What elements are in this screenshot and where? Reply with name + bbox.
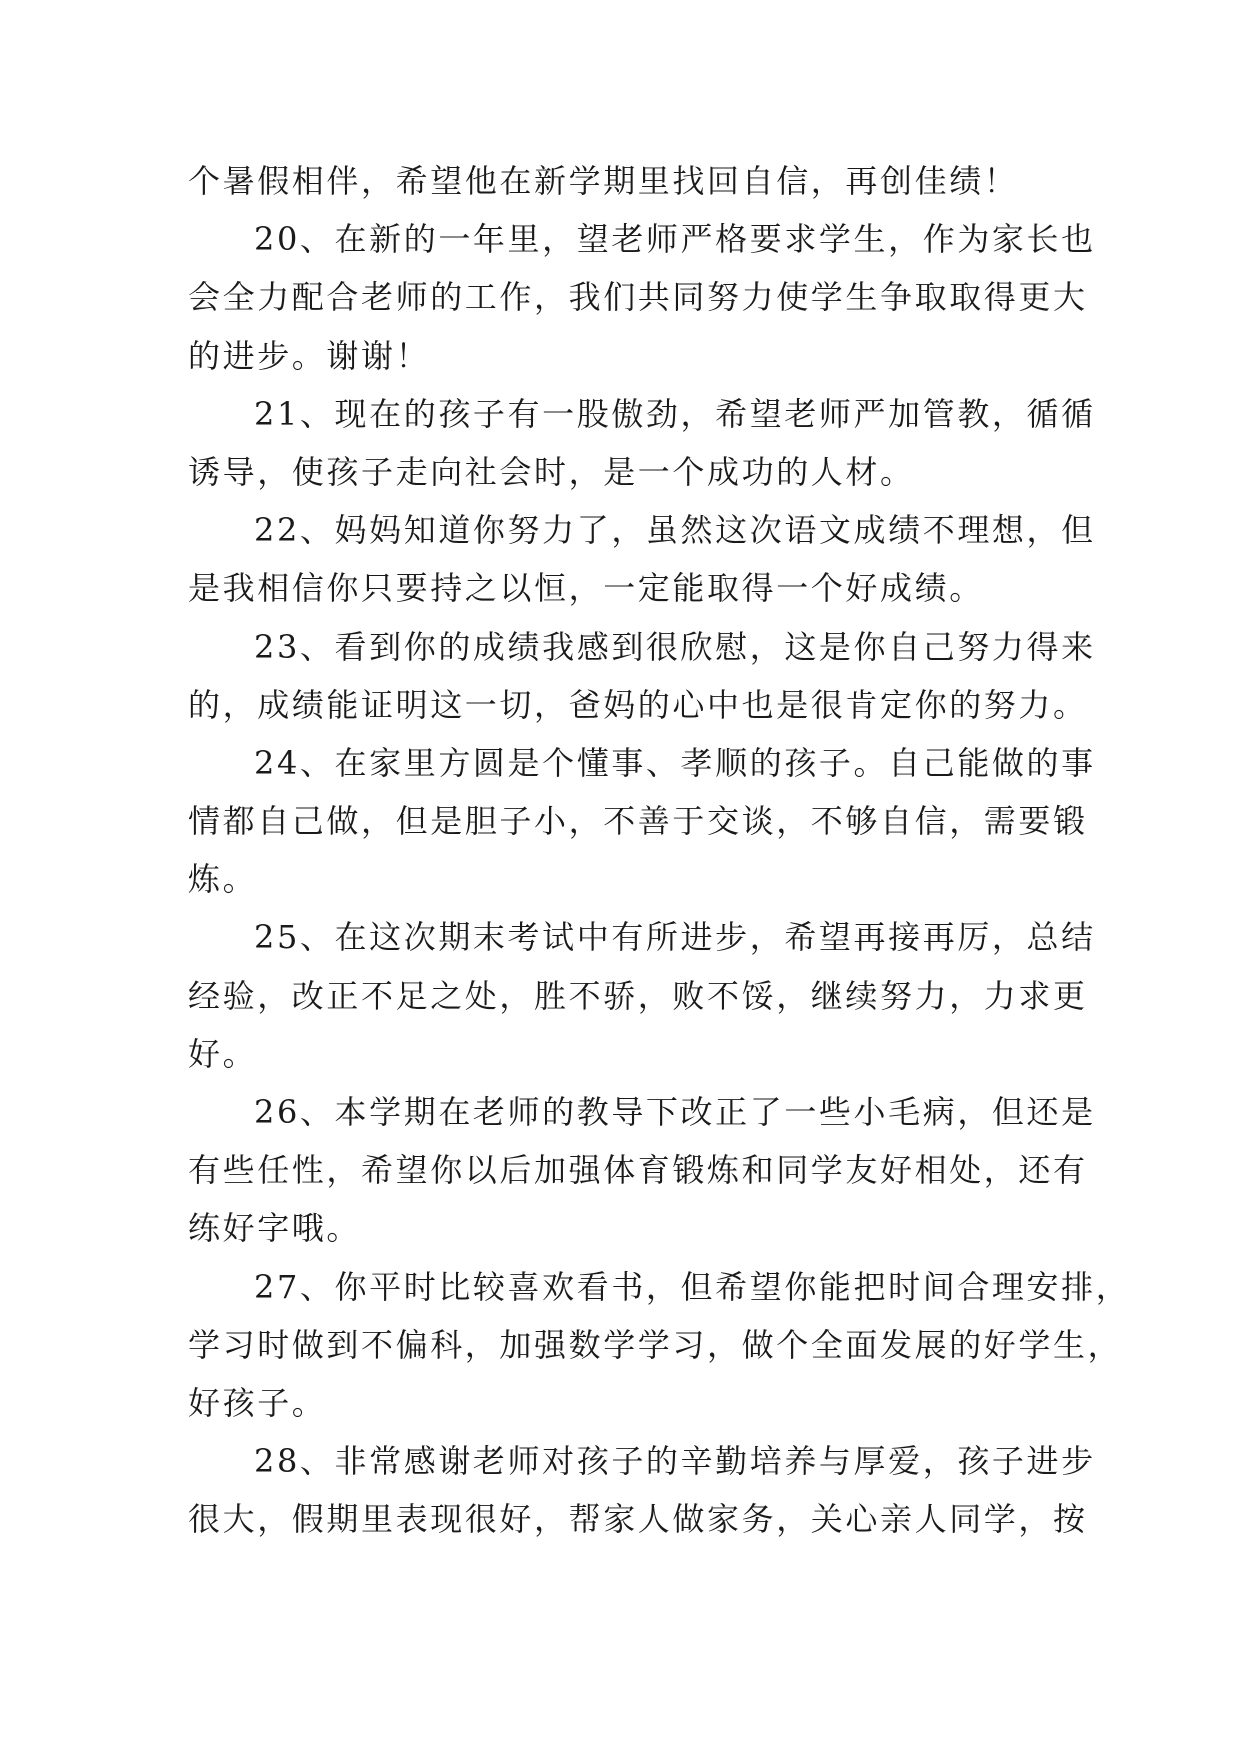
text-line: 个暑假相伴，希望他在新学期里找回自信，再创佳绩！ bbox=[188, 162, 1019, 200]
text-line: 的进步。谢谢！ bbox=[188, 336, 431, 375]
text-line: 经验，改正不足之处，胜不骄，败不馁，继续努力，力求更 bbox=[188, 976, 1088, 1015]
document-body bbox=[188, 152, 1131, 1549]
text-line: 的，成绩能证明这一切，爸妈的心中也是很肯定你的努力。 bbox=[188, 685, 1088, 724]
text-line: 情都自己做，但是胆子小，不善于交谈，不够自信，需要锻 bbox=[188, 802, 1088, 841]
text-line: 好孩子。 bbox=[188, 1383, 327, 1422]
paragraph-22-line-1: 22、妈妈知道你努力了，虽然这次语文成绩不理想，但 bbox=[254, 511, 1096, 550]
paragraph-23-line-1: 23、看到你的成绩我感到很欣慰，这是你自己努力得来 bbox=[254, 627, 1096, 666]
text-line: 很大，假期里表现很好，帮家人做家务，关心亲人同学，按 bbox=[188, 1500, 1088, 1539]
text-line: 学习时做到不偏科，加强数学学习，做个全面发展的好学生， bbox=[188, 1325, 1123, 1364]
text-line: 好。 bbox=[188, 1034, 258, 1073]
paragraph-26-line-1: 26、本学期在老师的教导下改正了一些小毛病，但还是 bbox=[254, 1093, 1096, 1131]
paragraph-28-line-1: 28、非常感谢老师对孩子的辛勤培养与厚爱，孩子进步 bbox=[254, 1442, 1096, 1481]
text-line: 有些任性，希望你以后加强体育锻炼和同学友好相处，还有 bbox=[188, 1151, 1088, 1190]
paragraph-27-line-1: 27、你平时比较喜欢看书，但希望你能把时间合理安排， bbox=[254, 1267, 1131, 1306]
text-line: 诱导，使孩子走向社会时，是一个成功的人材。 bbox=[188, 452, 915, 491]
text-line: 炼。 bbox=[188, 860, 258, 899]
paragraph-25-line-1: 25、在这次期末考试中有所进步，希望再接再厉，总结 bbox=[254, 918, 1096, 957]
paragraph-20-line-1: 20、在新的一年里，望老师严格要求学生，作为家长也 bbox=[254, 220, 1096, 259]
text-line: 会全力配合老师的工作，我们共同努力使学生争取取得更大 bbox=[188, 278, 1088, 317]
paragraph-21-line-1: 21、现在的孩子有一股傲劲，希望老师严加管教，循循 bbox=[254, 394, 1096, 433]
text-line: 练好字哦。 bbox=[188, 1209, 362, 1248]
text-line: 是我相信你只要持之以恒，一定能取得一个好成绩。 bbox=[188, 569, 984, 608]
paragraph-24-line-1: 24、在家里方圆是个懂事、孝顺的孩子。自己能做的事 bbox=[254, 743, 1096, 782]
